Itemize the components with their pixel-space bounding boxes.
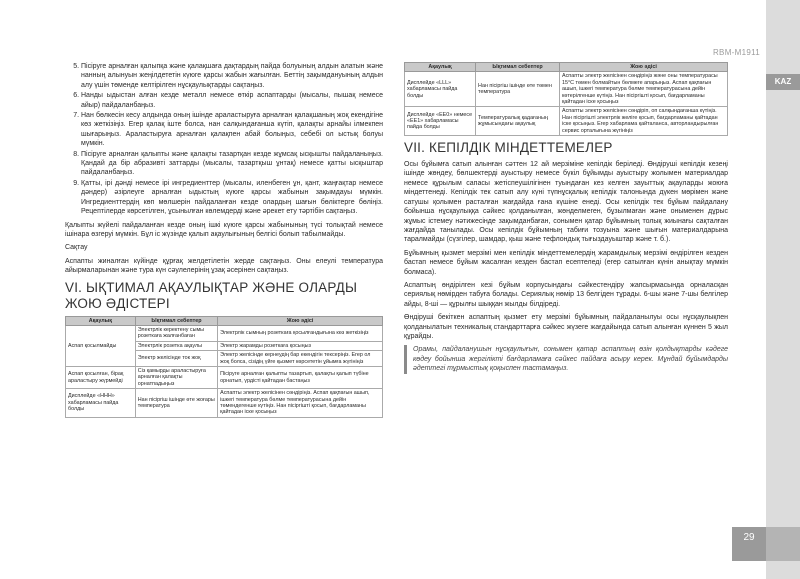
list-item: 8. Пісіруге арналған қалыпты және қалақты тазартқан кезде жұмсақ ысқышты пайдаланыңыз. Қандай да бір абразивті заттарды (мысалы, тазартқыш ұнтақ) немесе қатты ысқыштар пайдаланбаңыз. <box>81 150 383 178</box>
left-column <box>65 62 383 422</box>
table-header: Ақаулық <box>405 63 476 72</box>
table-row <box>405 72 728 107</box>
table-cell: Аспапты электр желісінен сөндіріңіз және оны температурасы 15°С төмен болмайтын бөлмеге апарыңыз. Аспап қақпағын ашып, ішкегі температура бөлме температурасына дейін көтерілгенше күтіңіз. Нан пісіргішті қосып, бағдарламаны қайтадан іске қосыңыз <box>560 72 728 107</box>
table-cell: Дисплейде «EE0» немесе «EE1» хабарламасы пайда болды <box>405 107 476 136</box>
table-header: Жою әдісі <box>560 63 728 72</box>
table-cell: Электрлік сымның розеткаға қосылғандығына көз жеткізіңіз <box>218 325 383 341</box>
paragraph: Өндіруші бекіткен аспаптың қызмет ету мерзімі бұйымның пайдаланылуы осы нұсқаулықпен қолданылатын техникалық стандарттарға сәйкес жүзеге жағдайында сатып алынған күннен 5 жыл құрайды. <box>404 314 728 340</box>
table-cell: Пісіруге арналған қалыпты тазартып, қалақты қалып түбіне орнатып, үрдісті қайтадан бастаңыз <box>218 366 383 388</box>
paragraph: Қалыпты жүйелі пайдаланған кезде оның ішкі күюге қарсы жабынының түсі толықтай немесе ішінара өзгеруі мүмкін. Бұл іс жүзінде қалып ақаулығының белгісі болып табылмайды. <box>65 221 383 238</box>
list-item: 5. Пісіруге арналған қалыпқа және қалақшаға дақтардың пайда болуының алдын алатын және нанның алынуын жеңілдететін күюге қарсы жабын жағылған. Беттің зақымдануының алдын алу үшін төменде келтірілген нұсқаулықтарды сақтаңыз. <box>81 62 383 90</box>
table-header: Ақаулық <box>66 316 136 325</box>
table-cell: Аспап қосылған, бірақ араластыру жүрмейді <box>66 366 136 388</box>
table-cell: Электр желісінде кернеудің бар екендігін тексеріңіз. Егер ол жоқ болса, сізідің үйге қызмет көрсететін ұйымға жүгініңіз <box>218 351 383 367</box>
table-cell: Электрлік розетка ақаулы <box>135 341 217 350</box>
paragraph: Аспаптың өндірілген кезі бұйым корпусындағы сәйкестендіру жапсырмасында орналасқан сериялық нөмірден табуға болады. Сериялық нөмір 13 белгіден тұрады. 6-шы және 7-шы белгілер айды, 8-ші — құрылғы шыққан жылды білдіреді. <box>404 281 728 308</box>
paragraph: Осы бұйымға сатып алынған сәттен 12 ай мерзіміне кепілдік беріледі. Өндіруші кепілдік кезеңі ішінде жөндеу, бөлшектерді ауыстыру немесе бүкіл бұйымды ауыстыру жолымен материалдар немесе құрылым сапасы жетіспеушілігінен туындаған кез келген зауыттық ақауларды жоюға міндеттенеді. Кепілдік тек сатып алу күні түпнұсқалық кепілдік талонында дүкен мөрімен және сатушы қолымен расталған жағдайда ғана күшіне енеді. Осы кепілдік тек бұйым пайдалану бойынша нұсқаулыққа сәйкес қолданылған, жөнделмеген, бұзылмаған және оныменен дұрыс жұмыс істемеу нәтижесінде зақымданбаған, сонымен қатар бұйымның толық жиынағы сақталған жағдайда танылады. Осы кепілдік бұйымның табиғи тозуына және шығын материалдарына таралмайды (сүзгілер, шамдар, қыш және тефлондық тығыздауыштар және т. б.). <box>404 161 728 244</box>
page-number-side <box>766 527 800 561</box>
section-heading: VI. ЫҚТИМАЛ АҚАУЛЫҚТАР ЖӘНЕ ОЛАРДЫ ЖОЮ ӘДІСТЕРІ <box>65 279 358 311</box>
table-cell: Дисплейде «LLL» хабарламасы пайда болды <box>405 72 476 107</box>
disposal-note: Орамы, пайдаланушын нұсқаулығын, сонымен қатар аспаптың өзін қолдықтарды кәдеге көдеу бойынша жергілікті бағдарламаға сәйкес пайдаға асыру керек. Мұндай бұйымдарды әдеттегі тұрмыстық қоқыспен тастамаңыз. <box>404 345 728 373</box>
troubleshoot-table <box>65 316 383 418</box>
table-cell: Нан пісіргіш ішінде өте төмен температура <box>476 72 560 107</box>
table-cell: Электрлік керектену сымы розеткаға жалғанбаған <box>135 325 217 341</box>
list-item: 7. Нан бөлкесін кесу алдында оның ішінде араластыруға арналған қалақшаның жоқ екендігіне көз жеткізіңіз. Егер қалақ іште болса, нан салқындағанша күтіп, қалақты арнайы ілмекпен шығарыңыз. Араластыруға арналған қалақпен абай болыңыз, себебі ол ыстық болуы мүмкін. <box>81 111 383 149</box>
table-header: Ықтимал себептер <box>135 316 217 325</box>
care-list <box>65 62 383 217</box>
table-cell: Электр желісінде ток жоқ <box>135 351 217 367</box>
table-cell: Аспапты электр желісінен сөндіріп, оп салқындағанша күтіңіз. Нан пісіргішті электрлік желіге қосып, бағдарламаны қайтадан іске қосыңыз. Егер хабарлама қайталанса, авторландырылған сервис орталығына жүгініңіз <box>560 107 728 136</box>
table-cell: Аспапты электр желісінен сөндіріңіз. Аспап қақпағын ашып, ішкегі температура бөлме температурасына дейін төмендегенше күтіңіз. Нан пісіргішті қосып, бағдарламаны қайтадан іске қосыңыз <box>218 389 383 418</box>
storage-title: Сақтау <box>65 244 88 252</box>
table-cell: Аспап қосылмайды <box>66 325 136 366</box>
table-row <box>66 366 383 388</box>
table-header: Ықтимал себептер <box>476 63 560 72</box>
right-column <box>404 62 728 378</box>
table-cell: Электр жарамды розеткаға қосыңыз <box>218 341 383 350</box>
table-row <box>66 325 383 341</box>
section-heading: VII. КЕПІЛДІК МІНДЕТТЕМЕЛЕР <box>404 140 613 156</box>
troubleshoot-table-cont <box>404 62 728 136</box>
paragraph: Аспапты жиналған күйінде құрғақ желдетілетін жерде сақтаңыз. Оны елеулі температура айырмаларынан және тура күн сәулелерінің ұзақ әсерінен сақтаңыз. <box>65 257 383 275</box>
page-number: 29 <box>732 527 766 561</box>
list-item: 6. Нанды ыдыстан алған кезде металл немесе өткір аспаптарды (мысалы, пышақ немесе айыр) пайдаланбаңыз. <box>81 91 383 110</box>
table-cell: Дисплейде «HHH» хабарламасы пайда болды <box>66 389 136 418</box>
language-tab: KAZ <box>766 74 800 90</box>
table-row <box>405 107 728 136</box>
table-cell: Температуралық қадағаның жұмысындағы ақаулық <box>476 107 560 136</box>
table-cell: Сіз қамырды араластыруға арналған қалақты орнатпадыңыз <box>135 366 217 388</box>
table-row <box>66 389 383 418</box>
list-item: 9. Қатты, ірі дәнді немесе ірі ингредиенттер (мысалы, иленбеген ұн, қант, жаңғақтар немесе дәндер) әзірлеуге арналған ыдыстың күюге қарсы жабынын зақымдауы мүмкін. Ингредиенттердің көп мөлшерін пайдаланған кезде олардың шағын бөліктерге бөліңіз. Рецептілерде көрсетілген, ұсынылған көлемдерді және әрекет ету тәртібін сақтаңыз. <box>81 179 383 217</box>
table-header: Жою әдісі <box>218 316 383 325</box>
paragraph: Бұйымның қызмет мерзімі мен кепілдік міндеттемелердің жарамдылық мерзімі өндірілген кезден бастап немесе бұйым жасалған кезден бастап есептеледі (егер сатылған күнін анықтау мүмкін болмаса). <box>404 249 728 276</box>
model-name: RBM-M1911 <box>712 48 760 57</box>
table-cell: Нан пісіргіш ішінде өте жоғары температура <box>135 389 217 418</box>
